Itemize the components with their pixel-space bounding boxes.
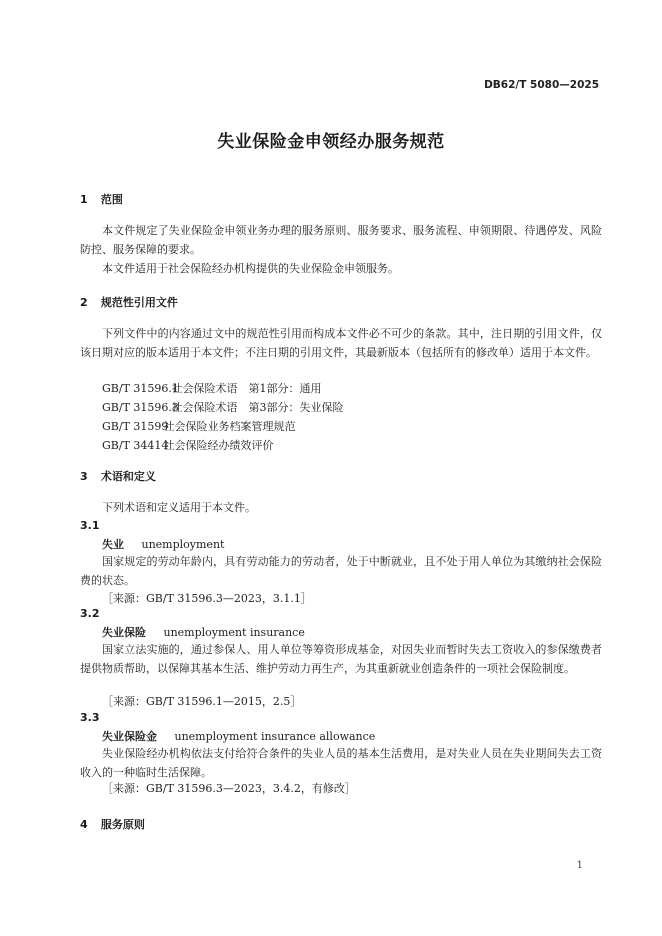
section-heading-scope bbox=[80, 191, 123, 207]
term-definition: 国家规定的劳动年龄内，具有劳动能力的劳动者，处于中断就业，且不处于用人单位为其缴纳社会保险费的状态。 bbox=[80, 555, 602, 587]
term-number: 3.1 bbox=[80, 519, 100, 532]
term-definition: 失业保险经办机构依法支付给符合条件的失业人员的基本生活费用，是对失业人员在失业期间失去工资收入的一种临时生活保障。 bbox=[80, 747, 602, 779]
reference-item bbox=[102, 399, 344, 415]
section-number: 2 bbox=[80, 296, 88, 309]
section-title: 范围 bbox=[100, 193, 123, 206]
paragraph: 下列文件中的内容通过文中的规范性引用而构成本文件必不可少的条款。其中，注日期的引用文件，仅该日期对应的版本适用于本文件；不注日期的引用文件，其最新版本（包括所有的修改单）适用于本文件。 bbox=[80, 327, 602, 359]
section-heading-terms bbox=[80, 468, 156, 484]
reference-code: GB/T 31599 bbox=[102, 420, 169, 433]
document-title: 失业保险金申领经办服务规范 bbox=[217, 132, 445, 152]
term-english: unemployment insurance allowance bbox=[174, 730, 376, 743]
term-source: ［来源：GB/T 31596.3—2023，3.4.2，有修改］ bbox=[102, 782, 356, 795]
term-entry bbox=[102, 728, 375, 744]
document-code: DB62/T 5080—2025 bbox=[484, 79, 599, 91]
reference-title: 社会保险经办绩效评价 bbox=[163, 439, 274, 452]
section-number: 1 bbox=[80, 193, 88, 206]
reference-item bbox=[102, 380, 322, 396]
term-english: unemployment bbox=[141, 538, 225, 551]
term-english: unemployment insurance bbox=[163, 626, 305, 639]
term-number: 3.3 bbox=[80, 711, 100, 724]
reference-title: 社会保险业务档案管理规范 bbox=[163, 420, 296, 433]
term-chinese: 失业保险 bbox=[102, 626, 146, 639]
section-number: 4 bbox=[80, 818, 88, 831]
reference-code: GB/T 31596.3 bbox=[102, 401, 179, 414]
term-definition: 国家立法实施的，通过参保人、用人单位等筹资形成基金，对因失业而暂时失去工资收入的参保缴费者提供物质帮助，以保障其基本生活、维护劳动力再生产，为其重新就业创造条件的一项社会保险制度。 bbox=[80, 643, 602, 675]
section-number: 3 bbox=[80, 470, 88, 483]
section-title: 服务原则 bbox=[100, 818, 145, 831]
reference-code: GB/T 34414 bbox=[102, 439, 169, 452]
reference-item bbox=[102, 437, 274, 453]
paragraph: 下列术语和定义适用于本文件。 bbox=[102, 501, 256, 514]
term-entry bbox=[102, 536, 224, 552]
reference-title: 社会保险术语 第3部分：失业保险 bbox=[171, 401, 344, 414]
paragraph: 本文件适用于社会保险经办机构提供的失业保险金申领服务。 bbox=[102, 262, 399, 275]
reference-title: 社会保险术语 第1部分：通用 bbox=[171, 382, 322, 395]
page-number: 1 bbox=[576, 860, 583, 871]
section-heading-service-principles bbox=[80, 816, 145, 832]
reference-item bbox=[102, 418, 296, 434]
reference-code: GB/T 31596.1 bbox=[102, 382, 179, 395]
term-entry bbox=[102, 624, 305, 640]
term-source: ［来源：GB/T 31596.3—2023，3.1.1］ bbox=[102, 592, 312, 605]
term-source: ［来源：GB/T 31596.1—2015，2.5］ bbox=[102, 695, 302, 708]
section-title: 术语和定义 bbox=[100, 470, 156, 483]
term-chinese: 失业保险金 bbox=[102, 730, 157, 743]
term-number: 3.2 bbox=[80, 607, 100, 620]
section-title: 规范性引用文件 bbox=[100, 296, 178, 309]
paragraph: 本文件规定了失业保险金申领业务办理的服务原则、服务要求、服务流程、申领期限、待遇停发、风险防控、服务保障的要求。 bbox=[80, 224, 602, 256]
section-heading-normative-references bbox=[80, 294, 178, 310]
term-chinese: 失业 bbox=[102, 538, 124, 551]
